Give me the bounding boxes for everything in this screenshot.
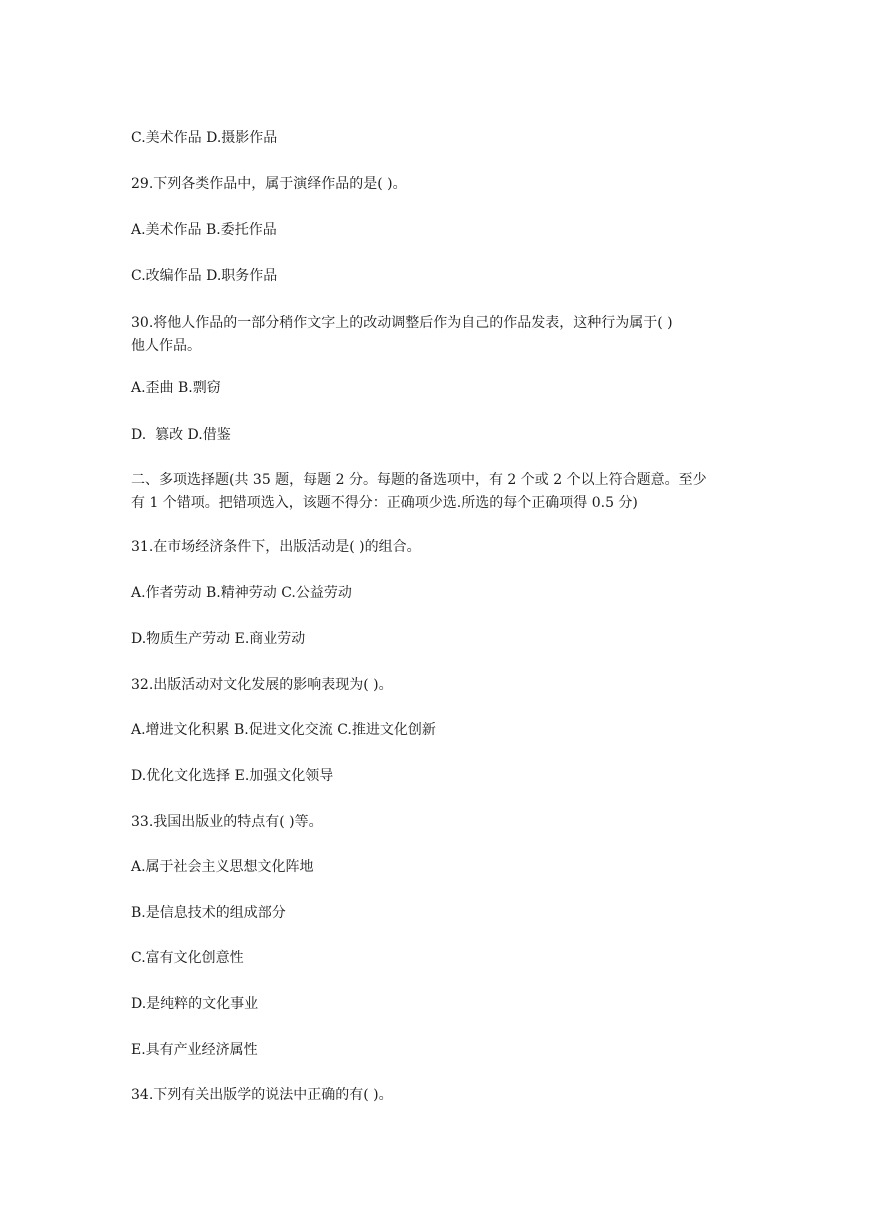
option-line: C.改编作品 D.职务作品 [131,268,278,284]
option-line: A.增进文化积累 B.促进文化交流 C.推进文化创新 [131,722,436,738]
option-line: E.具有产业经济属性 [131,1042,258,1058]
option-line: D.物质生产劳动 E.商业劳动 [131,631,306,647]
option-line: A.美术作品 B.委托作品 [131,222,277,238]
option-line: D. 篡改 D.借鉴 [131,427,231,443]
section-heading-continued: 有 1 个错项。把错项选入，该题不得分：正确项少选.所选的每个正确项得 0.5 分) [131,495,638,511]
option-line: C.美术作品 D.摄影作品 [131,130,278,146]
question-34: 34.下列有关出版学的说法中正确的有( )。 [131,1087,393,1103]
option-line: B.是信息技术的组成部分 [131,905,286,921]
option-line: D.优化文化选择 E.加强文化领导 [131,768,334,784]
question-31: 31.在市场经济条件下，出版活动是( )的组合。 [131,539,421,555]
question-33: 33.我国出版业的特点有( )等。 [131,814,323,830]
question-32: 32.出版活动对文化发展的影响表现为( )。 [131,677,393,693]
option-line: A.作者劳动 B.精神劳动 C.公益劳动 [131,585,352,601]
question-29: 29.下列各类作品中，属于演绎作品的是( )。 [131,176,407,192]
option-line: A.歪曲 B.剽窃 [131,380,221,396]
option-line: A.属于社会主义思想文化阵地 [131,859,314,875]
option-line: D.是纯粹的文化事业 [131,996,259,1012]
question-30: 30.将他人作品的一部分稍作文字上的改动调整后作为自己的作品发表，这种行为属于( ) [131,315,673,331]
option-line: C.富有文化创意性 [131,950,244,966]
section-heading: 二、多项选择题(共 35 题，每题 2 分。每题的备选项中，有 2 个或 2 个以上符合题意。至少 [131,472,707,488]
question-30-continued: 他人作品。 [131,338,201,354]
